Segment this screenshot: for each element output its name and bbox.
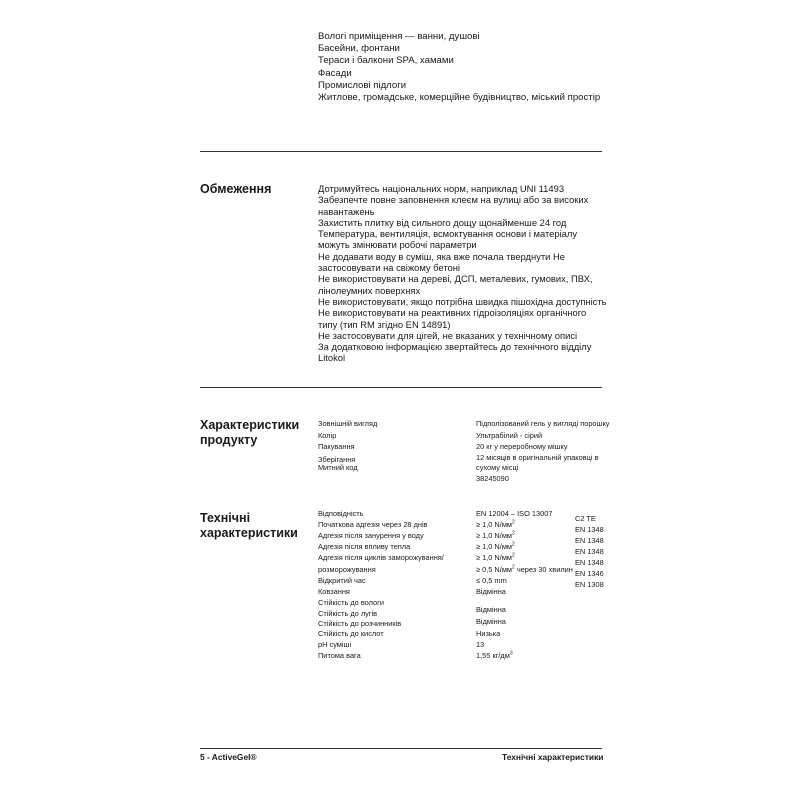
technical-title	[200, 511, 298, 541]
usage-list	[318, 31, 600, 104]
restriction-item: Не додавати воду в суміш, яка вже почала тверднути Не застосовувати на свіжому бетоні	[318, 250, 566, 274]
technical-label: Питома вага	[318, 651, 361, 660]
characteristic-value: 20 кг у переробному мішку	[476, 442, 568, 451]
technical-value: ≥ 1,0 $N/мм^2$	[476, 552, 515, 562]
technical-value: Відмінна	[476, 587, 506, 596]
restrictions-title: Обмеження	[200, 182, 272, 196]
technical-label: Початкова адгезія через 28 днів	[318, 520, 428, 529]
technical-value: ≥ 1,0 $N/мм^2$	[476, 519, 515, 529]
technical-title-line: Технічні	[200, 511, 251, 525]
characteristic-label: Колір	[318, 431, 337, 440]
technical-value: 1,55 $кг/дм^3$	[476, 650, 513, 660]
characteristic-value: 12 місяців в оригінальній упаковці в	[476, 453, 599, 462]
characteristics-title	[200, 418, 299, 448]
technical-label: Стійкість до розчинників	[318, 619, 402, 628]
characteristics-title-line: продукту	[200, 433, 258, 447]
technical-value: 13	[476, 640, 485, 649]
restriction-item: Забезпечте повне заповнення клеєм на вулиці або за високих навантажень	[318, 194, 589, 217]
technical-value: Відмінна	[476, 605, 506, 614]
technical-standard: EN 1346	[575, 569, 604, 578]
technical-value: Відмінна	[476, 617, 506, 626]
usage-item: Тераси і балкони SPA, хамами	[318, 55, 454, 67]
technical-label: Адгезія після циклів заморожування/	[318, 553, 444, 562]
characteristic-label: Пакування	[318, 442, 355, 451]
technical-standard: EN 1348	[575, 536, 604, 545]
technical-standard: EN 1308	[575, 580, 604, 589]
technical-standard: EN 1348	[575, 547, 604, 556]
section-divider	[200, 151, 602, 152]
usage-item: Промислові підлоги	[318, 79, 407, 91]
technical-value: EN 12004 – ISO 13007	[476, 509, 553, 518]
technical-title-line: характеристики	[200, 526, 298, 540]
restriction-item: Захистить плитку від сильного дощу щонайменше 24 год	[318, 216, 567, 228]
technical-label: Адгезія після впливу тепла	[318, 542, 411, 551]
technical-standard: C2 TE	[575, 514, 596, 523]
technical-label: Стійкість до кислот	[318, 629, 384, 638]
usage-item: Фасади	[318, 67, 352, 79]
technical-standard: EN 1348	[575, 558, 604, 567]
technical-value: ≤ 0,5 mm	[476, 576, 507, 585]
technical-label: Стійкість до вологи	[318, 598, 384, 607]
restriction-item: Не використовувати, якщо потрібна швидка пішохідна доступність	[318, 295, 607, 307]
footer-section-label: Технічні характеристики	[502, 752, 604, 762]
usage-item: Басейни, фонтани	[318, 43, 400, 55]
usage-item: Житлове, громадське, комерційне будівництво, міський простір	[318, 92, 601, 104]
characteristic-label: Митний код	[318, 463, 358, 472]
restrictions-list	[318, 183, 608, 364]
characteristic-value: Підполізований гель у вигляді порошку	[476, 419, 610, 428]
technical-label: pH суміші	[318, 640, 352, 649]
technical-label: Відповідність	[318, 509, 364, 518]
characteristic-value: Ультрабілий - сірий	[476, 431, 543, 440]
usage-item: Вологі приміщення — ванни, душові	[318, 31, 480, 42]
characteristic-label: Зберігання	[318, 455, 356, 464]
restriction-item: Не використовувати на дереві, ДСП, металевих, гумових, ПВХ, лінолеумних поверхнях	[318, 273, 593, 296]
footer-divider	[200, 748, 602, 749]
characteristic-value: сухому місці	[476, 463, 519, 472]
technical-value: ≥ 1,0 $N/мм^2$	[476, 530, 515, 540]
characteristic-value: 38245090	[476, 474, 509, 483]
restriction-item: За додатковою інформацією звертайтесь до технічного відділу Litokol	[318, 341, 592, 364]
restriction-item: Температура, вентиляція, всмоктування основи і матеріалу можуть змінювати робочі параметри	[318, 228, 578, 251]
technical-standard: EN 1348	[575, 525, 604, 534]
technical-label: Ковзання	[318, 587, 350, 596]
characteristics-title-line: Характеристики	[200, 418, 300, 432]
technical-value: Низька	[476, 629, 501, 638]
technical-label: Відкритий час	[318, 576, 366, 585]
characteristic-label: Зовнішній вигляд	[318, 419, 378, 428]
technical-value: ≥ 0,5 $N/мм^2$ через 30 хвилин	[476, 564, 573, 574]
section-divider	[200, 387, 602, 388]
restriction-item: Не застосовувати для цігей, не вказаних у технічному описі	[318, 329, 578, 341]
technical-label: Стійкість до лугів	[318, 609, 378, 618]
footer-page-label: 5 - ActiveGel®	[200, 752, 257, 762]
restriction-item: Не використовувати на реактивних гідроізоляціях органічного типу (тип RM згідно EN 14891)	[318, 307, 587, 330]
technical-label: Адгезія після занурення у воду	[318, 531, 424, 540]
restriction-item: Дотримуйтесь національних норм, наприклад UNI 11493	[318, 183, 565, 194]
technical-value: ≥ 1,0 $N/мм^2$	[476, 541, 515, 551]
technical-label: розморожування	[318, 565, 376, 574]
